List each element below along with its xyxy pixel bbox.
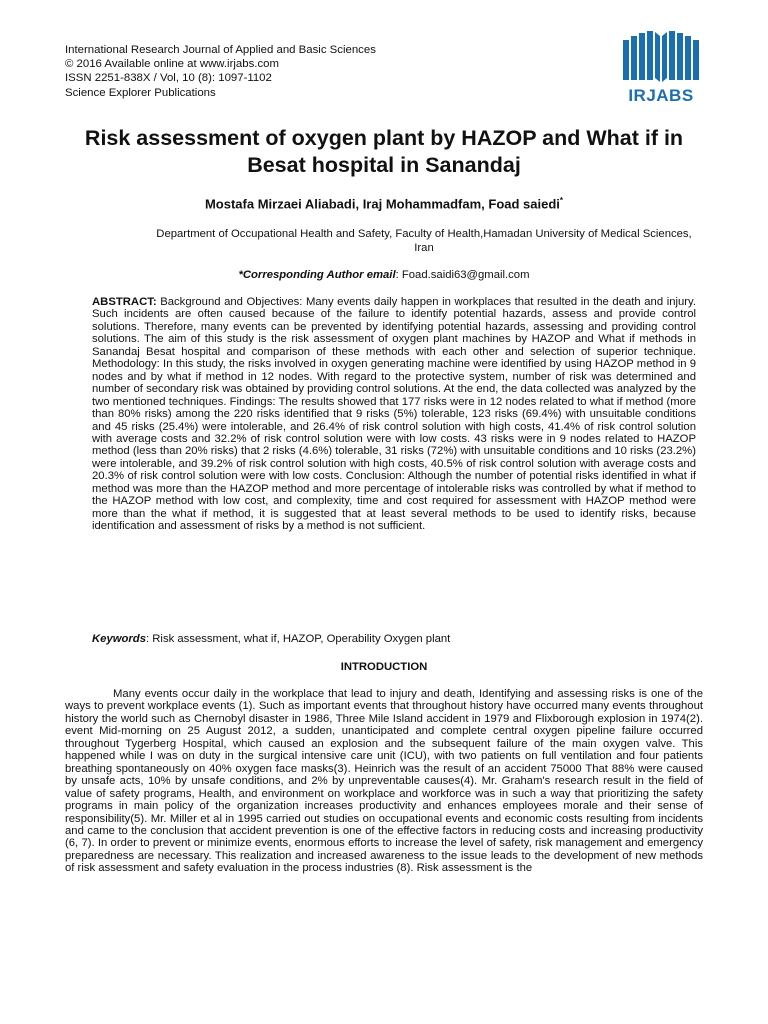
journal-name: International Research Journal of Applied and Basic Sciences [65, 44, 376, 56]
author-list [60, 196, 708, 211]
logo-text: IRJABS [628, 86, 694, 105]
abstract-label: ABSTRACT: [92, 296, 157, 308]
corr-email: : Foad.saidi63@gmail.com [395, 269, 530, 281]
corr-label: *Corresponding Author email [238, 269, 396, 281]
keywords [92, 633, 696, 645]
author-mark: * [559, 196, 564, 205]
journal-header [65, 43, 376, 100]
authors-text: Mostafa Mirzaei Aliabadi, Iraj Mohammadfam, Foad saiedi [204, 196, 560, 212]
paper-title: Risk assessment of oxygen plant by HAZOP and What if in Besat hospital in Sanandaj [84, 126, 684, 177]
keywords-text: : Risk assessment, what if, HAZOP, Operability Oxygen plant [146, 633, 451, 645]
journal-logo [617, 28, 705, 108]
copyright-line: © 2016 Available online at www.irjabs.com [65, 58, 279, 71]
affiliation: Department of Occupational Health and Safety, Faculty of Health,Hamadan University of Medical Sciences, Iran [156, 228, 692, 254]
keywords-label: Keywords [92, 633, 146, 645]
introduction-paragraph: Many events occur daily in the workplace that lead to injury and death, Identifying and assessing risks is one of the ways to prevent workplace events (1). Such as important events that throughout history have occurred many events throughout history the world such as Chernobyl disaster in 1986, Three Mile Island accident in 1979 and Flixborough explosion in 1974(2). event Mid-morning on 25 August 2012, a sudden, unanticipated and complete central oxygen pipeline failure occurred throughout Tygerberg Hospital, which caused an explosion and the subsequent failure of the main oxygen valve. This happened while I was on duty in the surgical intensive care unit (ICU), with two patients on full ventilation and four patients breathing spontaneously on 40% oxygen face masks(3). Heinrich was the result of an accident 75000 That 88% were caused by unsafe acts, 10% by unsafe conditions, and 2% by unpreventable causes(4). Mr. Graham's research result in the field of value of safety programs, Health, and environment on workplace and workforce was in such a way that prioritizing the safety programs in main policy of the organization increases productivity and enhances employees morale and their sense of responsibility(5). Mr. Miller et al in 1995 carried out studies on occupational events and economic costs resulting from incidents and came to the conclusion that accident prevention is one of the effective factors in reducing costs and increasing productivity (6, 7). In order to prevent or minimize events, enormous efforts to increase the level of safety, risk management and emergency preparedness are necessary. This realization and increased awareness to the issue leads to the development of new methods of risk assessment and safety evaluation in the process industries (8). Risk assessment is the [65, 688, 703, 875]
abstract-text: Background and Objectives: Many events daily happen in workplaces that resulted in the death and injury. Such incidents are often caused because of the failure to identify potential hazards, assess and provide control solutions. Therefore, many events can be prevented by identifying potential hazards, assessing and providing control solutions. The aim of this study is the risk assessment of oxygen plant machines by HAZOP and What if methods in Sanandaj Besat hospital and comparison of these methods with each other and selection of superior technique. Methodology: In this study, the risks involved in oxygen generating machine were identified by using HAZOP method in 9 nodes and by what if method in 12 nodes. With regard to the protective system, number of risk was determined and number of secondary risk was obtained by providing control solutions. At the end, the data collected was analyzed by the two mentioned techniques. Findings: The results showed that 177 risks were in 12 nodes related to what if method (more than 80% risks) among the 220 risks identified that 9 risks (5%) tolerable, 123 risks (69.4%) with unsuitable conditions and 45 risks (25.4%) were intolerable, and 26.4% of risk control solution with high costs, 41.4% of risk control solution with average costs and 32.2% of risk control solution were with low costs. 43 risks were in 9 nodes related to HAZOP method (less than 20% risks) that 2 risks (4.6%) tolerable, 31 risks (72%) with unsuitable conditions and 10 risks (23.2%) were intolerable, and 39.2% of risk control solution with high costs, 40.5% of risk control solution with average costs and 20.3% of risk control solution were with low costs. Conclusion: Although the number of potential risks identified in what if method was more than the HAZOP method and more percentage of intolerable risks was controlled by what if method to the HAZOP method with low cost, and complexity, time and cost required for assessment with HAZOP method were more than the what if method, it is suggested that at least several methods to be used to identify risks, because identification and assessment of risks by a method is not sufficient. [92, 296, 696, 533]
publisher-line: Science Explorer Publications [65, 86, 216, 99]
section-heading-introduction: INTRODUCTION [340, 661, 428, 673]
abstract [92, 296, 696, 533]
corresponding-author [60, 269, 708, 281]
open-book-icon [617, 28, 705, 86]
issn-line: ISSN 2251-838X / Vol, 10 (8): 1097-1102 [65, 72, 272, 85]
